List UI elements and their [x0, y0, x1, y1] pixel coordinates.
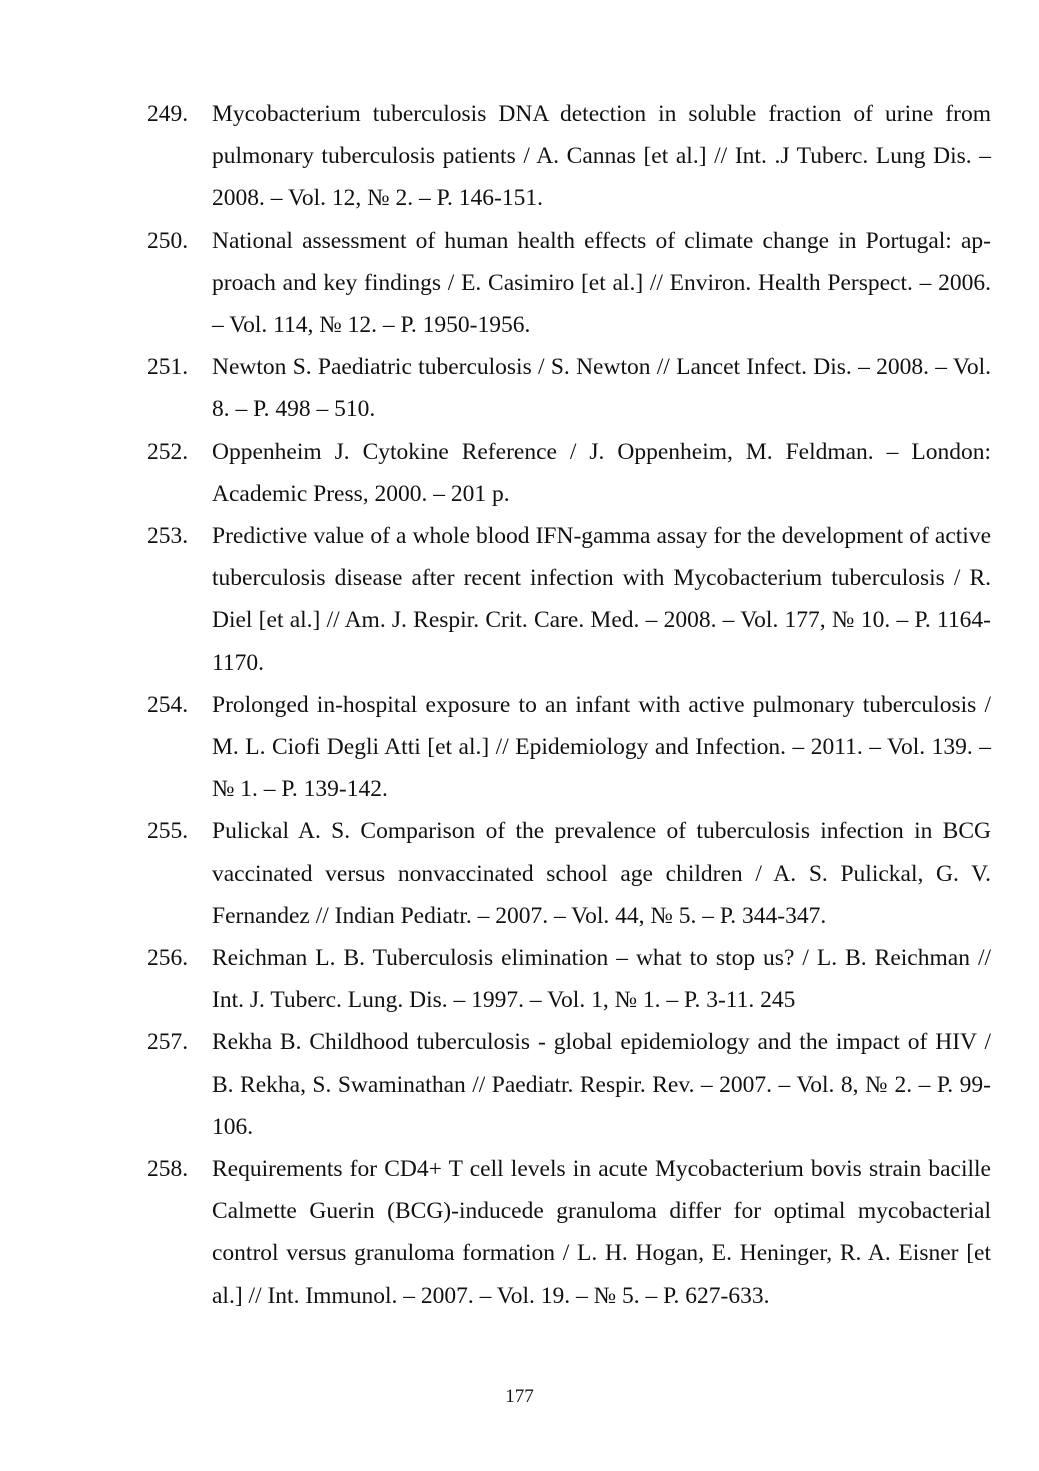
reference-text: Mycobacterium tuberculosis DNA detection in soluble fraction of urine from pulmonary tuberculosis patients / A. Cannas [et al.] // Int. .J Tuberc. Lung Dis. – 2008. – Vol. 12, № 2. – P. 146-151. — [212, 101, 991, 212]
reference-text: Oppenheim J. Cytokine Reference / J. Oppenheim, M. Feldman. – London: Academic Press, 2000. – 201 p. — [212, 438, 991, 507]
reference-item — [147, 810, 991, 937]
reference-text: Pulickal A. S. Comparison of the prevalence of tuberculosis infection in BCG vaccinated versus nonvaccinated school age children / A. S. Pulickal, G. V. Fernandez // Indian Pediatr. – 2007. – Vol. 44, № 5. – P. 344-347. — [212, 818, 991, 929]
reference-item — [147, 684, 991, 811]
reference-number: 252. — [147, 438, 189, 465]
reference-number: 250. — [147, 227, 189, 254]
reference-number: 256. — [147, 945, 189, 972]
reference-number: 253. — [147, 523, 189, 550]
reference-item — [147, 93, 991, 220]
reference-text: Reichman L. B. Tuberculosis elimination – what to stop us? / L. B. Reichman // Int. J. Tuberc. Lung. Dis. – 1997. – Vol. 1, № 1. – P. 3-11. 245 — [212, 945, 991, 1014]
reference-item — [147, 1148, 991, 1317]
reference-text: Prolonged in-hospital exposure to an infant with active pulmonary tuberculosis / M. L. Ciofi Degli Atti [et al.] // Epidemiology and Infection. – 2011. – Vol. 139. – № 1. – P. 139-142. — [212, 691, 991, 803]
reference-number: 249. — [147, 101, 189, 127]
reference-item — [147, 431, 991, 515]
reference-item — [147, 346, 991, 430]
reference-text: Newton S. Paediatric tuberculosis / S. Newton // Lancet Infect. Dis. – 2008. – Vol. 8. – P. 498 – 510. — [212, 354, 991, 423]
reference-number: 258. — [147, 1156, 189, 1183]
reference-text: Rekha B. Childhood tuberculosis - global epidemiology and the impact of HIV / B. Rekha, S. Swaminathan // Paediatr. Respir. Rev. – 2007. – Vol. 8, № 2. – P. 99-106. — [212, 1029, 991, 1140]
reference-text: Predictive value of a whole blood IFN-gamma assay for the development of active tuberculosis disease after recent infection with Mycobacterium tuberculosis / R. Diel [et al.] // Am. J. Respir. Crit. Care. Med. – 2008. – Vol. 177, № 10. – P. 1164-1170. — [212, 523, 991, 676]
reference-number: 251. — [147, 354, 189, 381]
reference-item — [147, 515, 991, 684]
reference-list — [147, 93, 991, 1317]
reference-text: National assessment of human health effects of climate change in Portugal: approach and key findings / E. Casimiro [et al.] // Environ. Health Perspect. – 2006. – Vol. 114, № 12. – P. 1950-1956. — [212, 227, 991, 339]
reference-item — [147, 937, 991, 1021]
reference-number: 257. — [147, 1029, 189, 1056]
reference-item — [147, 1021, 991, 1148]
page-number: 177 — [505, 1386, 534, 1407]
reference-number: 255. — [147, 818, 189, 845]
reference-item — [147, 220, 991, 347]
reference-number: 254. — [147, 691, 189, 718]
reference-text: Requirements for CD4+ T cell levels in acute Mycobacterium bovis strain bacille Calmette Guerin (BCG)-inducede granuloma differ for optimal mycobacterial control versus granuloma formation / L. H. Hogan, E. Heninger, R. A. Eisner [et al.] // Int. Immunol. – 2007. – Vol. 19. – № 5. – P. 627-633. — [212, 1156, 991, 1309]
